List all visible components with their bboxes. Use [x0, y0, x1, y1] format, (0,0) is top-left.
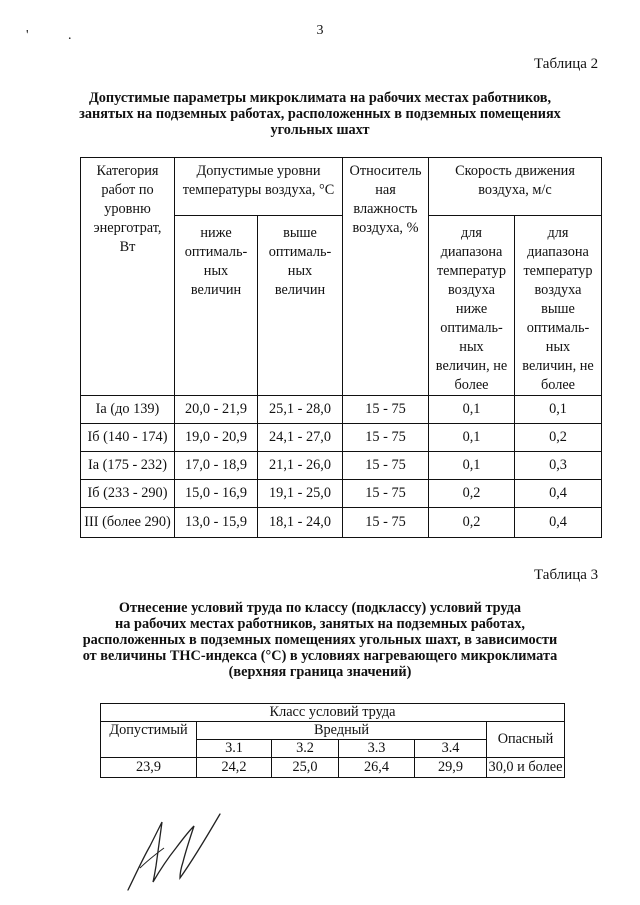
subclass-3-2: 3.2	[272, 740, 339, 758]
header-harmful: Вредный	[197, 722, 487, 740]
header-air-speed: Скорость движения воздуха, м/с	[429, 158, 602, 216]
row-speed-above: 0,4	[515, 508, 602, 538]
header-speed-above: для диапазона температур воздуха выше оптималь- ных величин, не более	[515, 216, 602, 396]
value-3-1: 24,2	[197, 758, 272, 778]
row-temp-above: 21,1 - 26,0	[258, 452, 343, 480]
row-humidity: 15 - 75	[343, 508, 429, 538]
table-row	[81, 424, 602, 452]
value-3-4: 29,9	[415, 758, 487, 778]
row-speed-above: 0,4	[515, 480, 602, 508]
table2-title-line: угольных шахт	[270, 122, 370, 138]
row-temp-above: 18,1 - 24,0	[258, 508, 343, 538]
table-row	[101, 758, 565, 778]
table3-title-line: Отнесение условий труда по классу (подклассу) условий труда	[118, 600, 522, 616]
signature	[120, 808, 230, 893]
value-3-2: 25,0	[272, 758, 339, 778]
value-dangerous: 30,0 и более	[487, 758, 565, 778]
row-humidity: 15 - 75	[343, 424, 429, 452]
row-speed-below: 0,1	[429, 424, 515, 452]
row-humidity: 15 - 75	[343, 480, 429, 508]
row-category: Ia (до 139)	[81, 396, 175, 424]
table-row	[81, 452, 602, 480]
header-class: Класс условий труда	[101, 704, 565, 722]
table2-title-line: Допустимые параметры микроклимата на рабочих местах работников,	[88, 90, 552, 106]
header-temp-below: ниже оптималь- ных величин	[175, 216, 258, 396]
subclass-3-4: 3.4	[415, 740, 487, 758]
corner-marks: ' .	[26, 28, 90, 43]
table3-label: Таблица 3	[534, 567, 599, 583]
header-dangerous: Опасный	[487, 722, 565, 758]
header-temp-above: выше оптималь- ных величин	[258, 216, 343, 396]
row-temp-above: 24,1 - 27,0	[258, 424, 343, 452]
table-row	[81, 480, 602, 508]
row-temp-below: 19,0 - 20,9	[175, 424, 258, 452]
working-conditions-class-table	[100, 703, 565, 778]
row-speed-above: 0,3	[515, 452, 602, 480]
table2-label: Таблица 2	[534, 56, 599, 72]
header-permissible: Допустимый	[101, 722, 197, 758]
row-temp-below: 17,0 - 18,9	[175, 452, 258, 480]
header-temperature: Допустимые уровни температуры воздуха, °С	[175, 158, 343, 216]
header-category: Категория работ по уровню энерготрат, Вт	[81, 158, 175, 396]
subclass-3-1: 3.1	[197, 740, 272, 758]
row-temp-below: 13,0 - 15,9	[175, 508, 258, 538]
signature-stroke	[128, 814, 220, 890]
row-speed-below: 0,1	[429, 396, 515, 424]
row-speed-above: 0,2	[515, 424, 602, 452]
row-speed-below: 0,2	[429, 508, 515, 538]
row-category: Iб (233 - 290)	[81, 480, 175, 508]
table3-title-line: (верхняя граница значений)	[228, 664, 412, 680]
table3-title-line: от величины ТНС-индекса (°С) в условиях нагревающего микроклимата	[82, 648, 558, 664]
table2-title	[40, 90, 600, 138]
table2-title-line: занятых на подземных работах, расположенных в подземных помещениях	[79, 106, 561, 122]
row-category: Iб (140 - 174)	[81, 424, 175, 452]
row-humidity: 15 - 75	[343, 452, 429, 480]
header-humidity: Относитель ная влажность воздуха, %	[343, 158, 429, 396]
header-speed-below: для диапазона температур воздуха ниже оптималь- ных величин, не более	[429, 216, 515, 396]
subclass-3-3: 3.3	[339, 740, 415, 758]
row-temp-below: 20,0 - 21,9	[175, 396, 258, 424]
row-speed-below: 0,1	[429, 452, 515, 480]
page-number: 3	[316, 23, 324, 38]
table-row	[81, 508, 602, 538]
table3-title	[40, 600, 600, 680]
table3-title-line: расположенных в подземных помещениях угольных шахт, в зависимости	[82, 632, 558, 648]
row-humidity: 15 - 75	[343, 396, 429, 424]
row-category: Ia (175 - 232)	[81, 452, 175, 480]
value-permissible: 23,9	[101, 758, 197, 778]
row-speed-below: 0,2	[429, 480, 515, 508]
row-speed-above: 0,1	[515, 396, 602, 424]
table3-title-line: на рабочих местах работников, занятых на подземных работах,	[115, 616, 525, 632]
row-temp-below: 15,0 - 16,9	[175, 480, 258, 508]
row-temp-above: 25,1 - 28,0	[258, 396, 343, 424]
row-temp-above: 19,1 - 25,0	[258, 480, 343, 508]
value-3-3: 26,4	[339, 758, 415, 778]
table-row	[81, 396, 602, 424]
row-category: III (более 290)	[81, 508, 175, 538]
microclimate-parameters-table	[80, 157, 602, 538]
